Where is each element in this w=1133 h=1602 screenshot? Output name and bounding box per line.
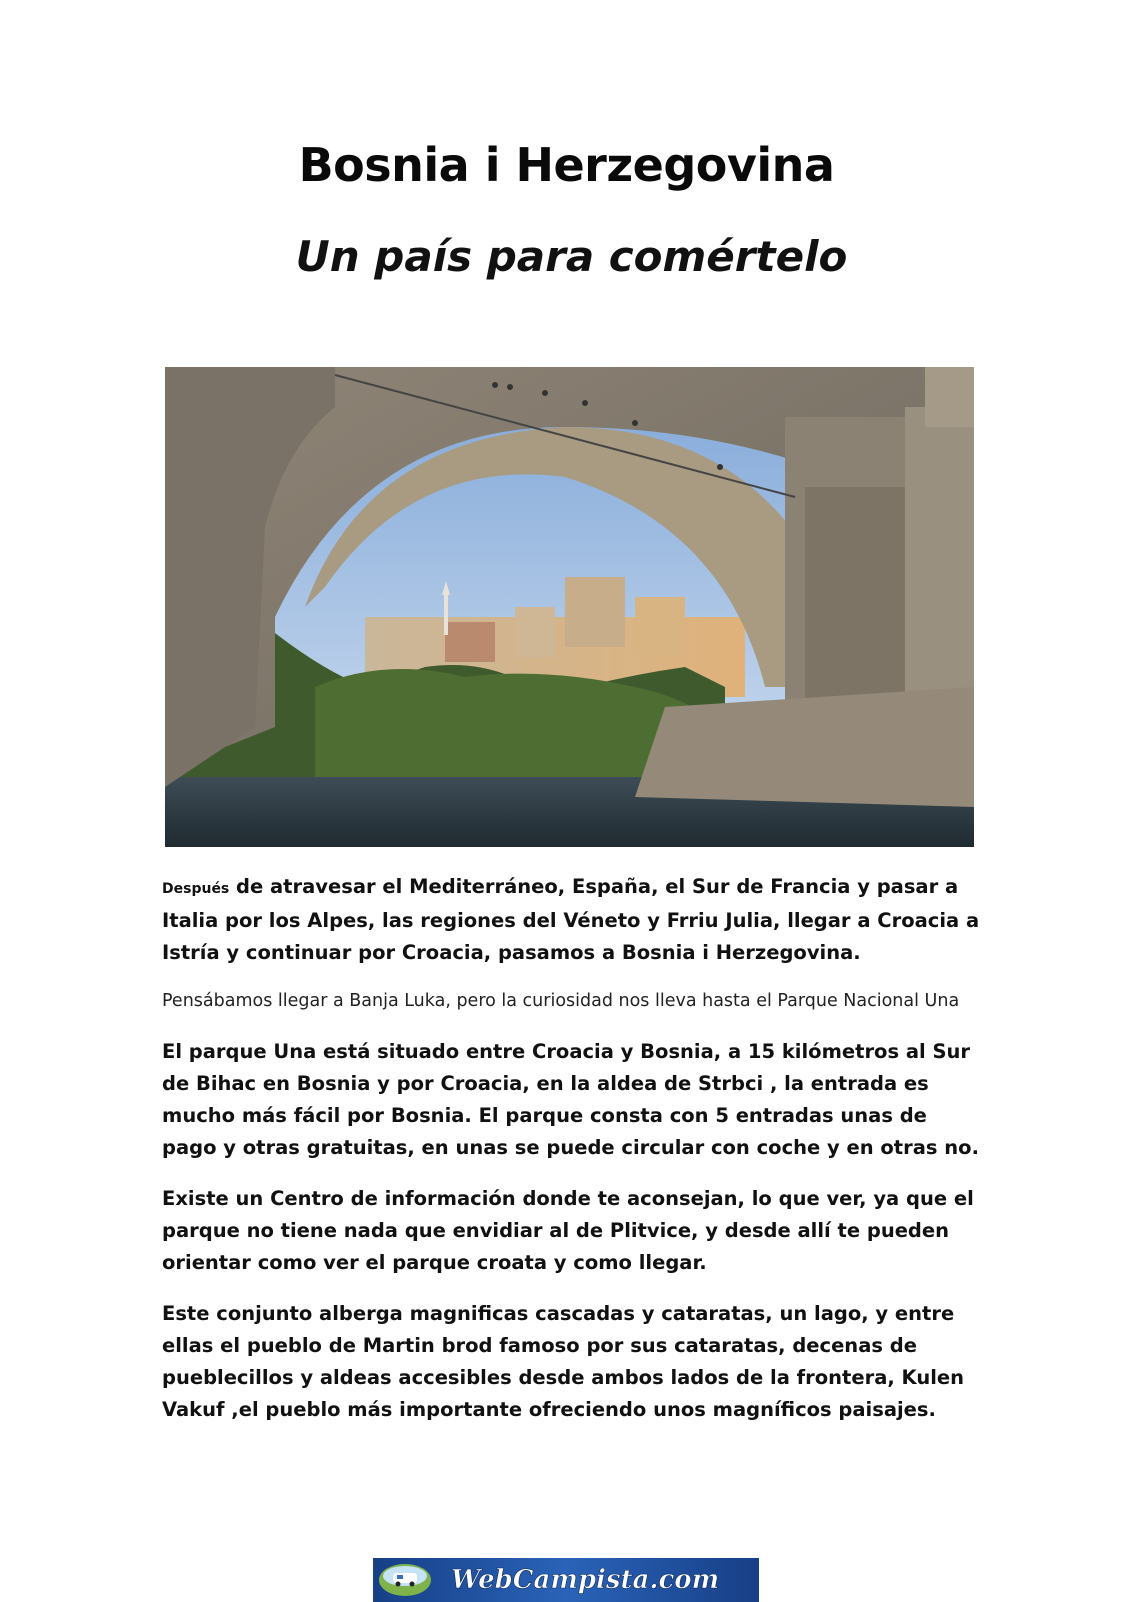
paragraph-intro-rest: de atravesar el Mediterráneo, España, el Sur de Francia y pasar a Italia por los Alpes, las regiones del Véneto y Frriu Julia, llegar a Croacia a Istría y continuar por Croacia, pasamos a Bosnia i Herzegovina.	[162, 875, 980, 964]
paragraph-intro-lead: Después	[162, 881, 230, 897]
paragraph-intro	[162, 871, 982, 969]
campervan-globe-icon	[379, 1564, 431, 1596]
page-title: Bosnia i Herzegovina	[298, 138, 835, 192]
paragraph-banja-luka: Pensábamos llegar a Banja Luka, pero la curiosidad nos lleva hasta el Parque Nacional Una	[162, 991, 960, 1011]
paragraph-info-center: Existe un Centro de información donde te aconsejan, lo que ver, ya que el parque no tiene nada que envidiar al de Plitvice, y desde allí te pueden orientar como ver el parque croata y como llegar.	[162, 1187, 974, 1274]
paragraph-una-park: El parque Una está situado entre Croacia y Bosnia, a 15 kilómetros al Sur de Bihac en Bosnia y por Croacia, en la aldea de Strbci , la entrada es mucho más fácil por Bosnia. El parque consta con 5 entradas unas de pago y otras gratuitas, en unas se puede circular con coche y en otras no.	[162, 1040, 979, 1159]
webcampista-logo[interactable]	[373, 1558, 759, 1602]
page-subtitle: Un país para comértelo	[295, 232, 848, 281]
logo-text: WebCampista.com	[451, 1565, 720, 1595]
bridge-photo	[165, 367, 974, 847]
paragraph-waterfalls: Este conjunto alberga magnificas cascadas y cataratas, un lago, y entre ellas el pueblo de Martin brod famoso por sus cataratas, decenas de pueblecillos y aldeas accesibles desde ambos lados de la frontera, Kulen Vakuf ,el pueblo más importante ofreciendo unos magníficos paisajes.	[162, 1302, 965, 1421]
